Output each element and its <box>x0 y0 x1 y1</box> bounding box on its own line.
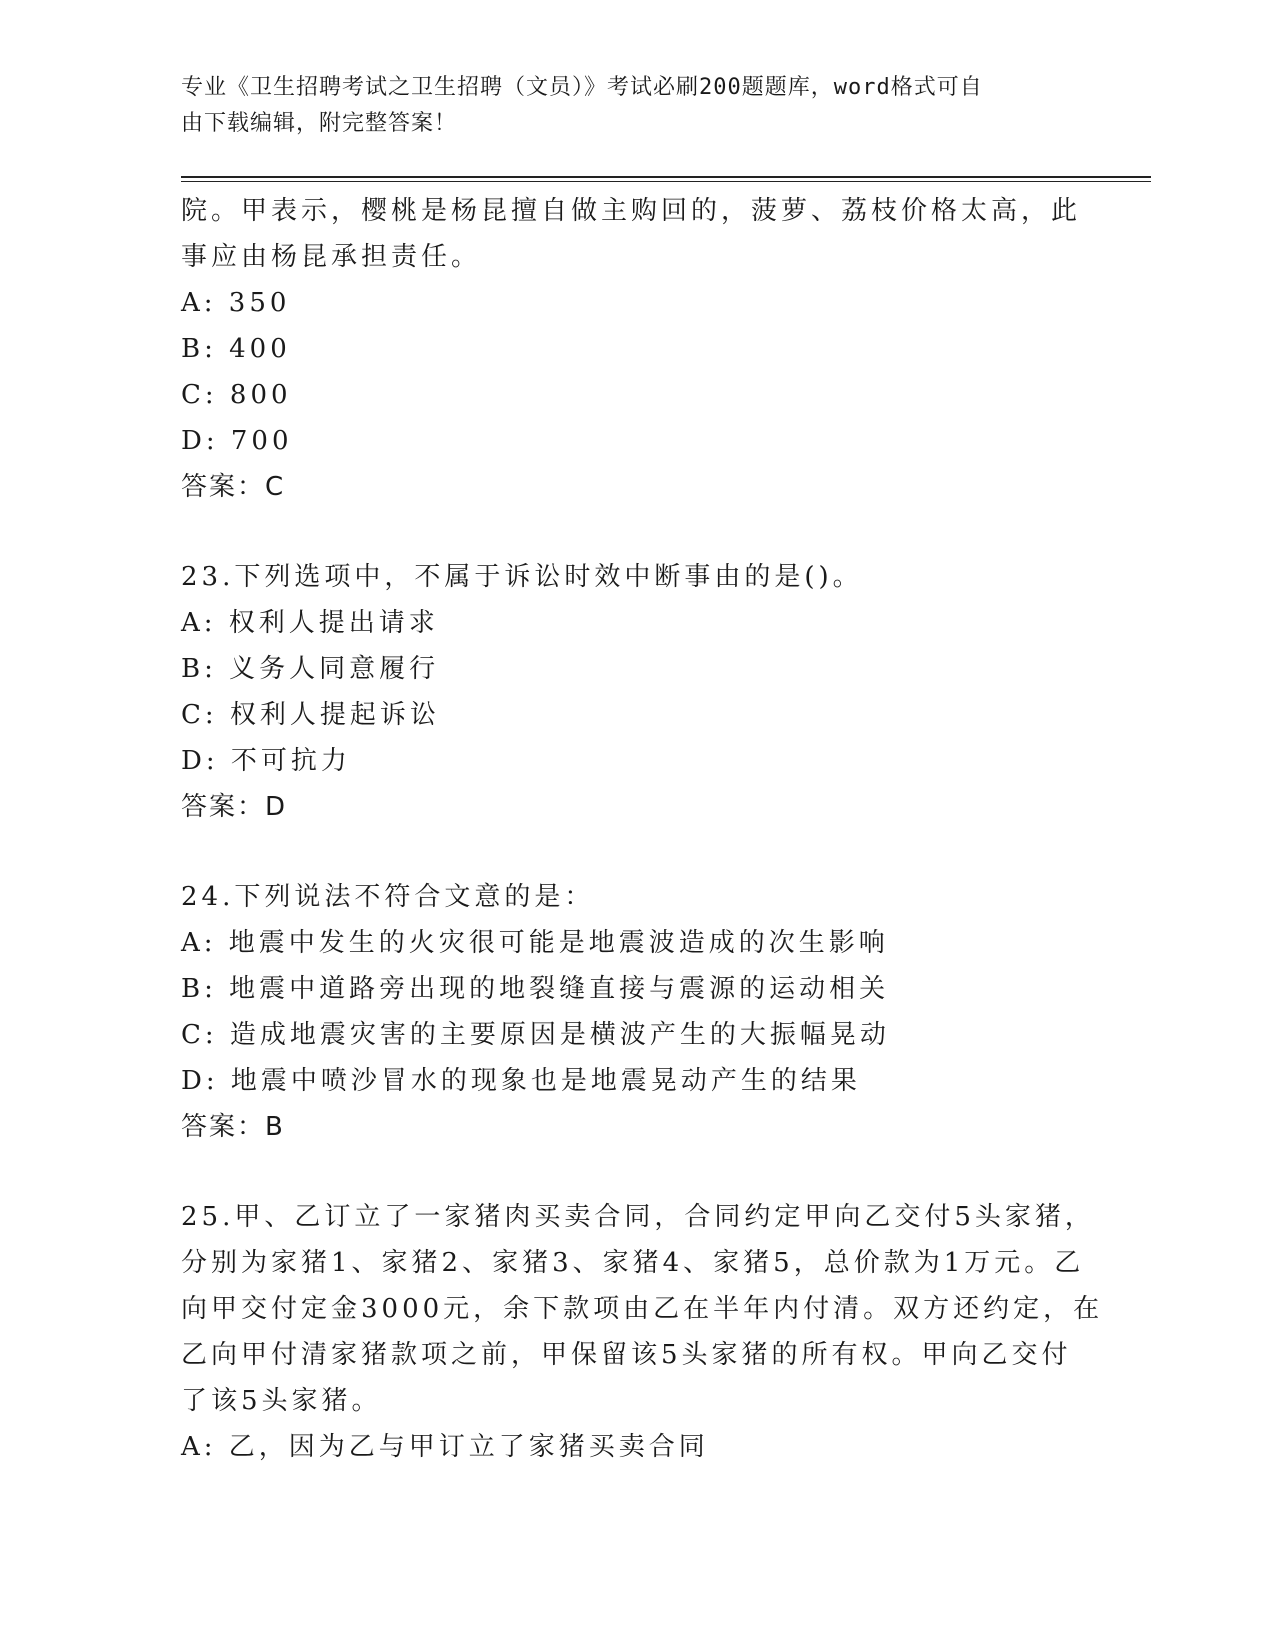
question-23 <box>181 554 1081 830</box>
option-a: A: 350 <box>181 288 291 318</box>
question-stem-line: 了该5头家猪。 <box>181 1386 382 1416</box>
question-stem-line: 25.甲、乙订立了一家猪肉买卖合同，合同约定甲向乙交付5头家猪， <box>181 1202 1095 1232</box>
option-d: D: 700 <box>181 426 293 456</box>
option-d: D: 不可抗力 <box>181 746 351 776</box>
header-divider-thick <box>181 176 1151 178</box>
question-stem-line: 分别为家猪1、家猪2、家猪3、家猪4、家猪5，总价款为1万元。乙 <box>181 1248 1085 1278</box>
option-a: A: 权利人提出请求 <box>181 608 439 638</box>
option-a: A: 地震中发生的火灾很可能是地震波造成的次生影响 <box>181 928 889 958</box>
option-c: C: 权利人提起诉讼 <box>181 700 440 730</box>
header-title-line-1: 专业《卫生招聘考试之卫生招聘（文员）》考试必刷200题题库，word格式可自 <box>181 75 983 100</box>
header-divider-thin <box>181 181 1151 182</box>
answer-label: 答案：B <box>181 1112 285 1142</box>
option-b: B: 地震中道路旁出现的地裂缝直接与震源的运动相关 <box>181 974 890 1004</box>
option-c: C: 800 <box>181 380 292 410</box>
option-b: B: 400 <box>181 334 291 364</box>
answer-label: 答案：C <box>181 472 286 502</box>
question-stem: 24.下列说法不符合文意的是： <box>181 882 595 912</box>
option-b: B: 义务人同意履行 <box>181 654 440 684</box>
question-stem: 23.下列选项中，不属于诉讼时效中断事由的是()。 <box>181 562 863 592</box>
question-22-continued <box>181 188 1081 510</box>
header-title-line-2: 由下载编辑，附完整答案！ <box>181 111 458 136</box>
option-a: A: 乙，因为乙与甲订立了家猪买卖合同 <box>181 1432 709 1462</box>
question-stem-line: 乙向甲付清家猪款项之前，甲保留该5头家猪的所有权。甲向乙交付 <box>181 1340 1072 1370</box>
option-d: D: 地震中喷沙冒水的现象也是地震晃动产生的结果 <box>181 1066 861 1096</box>
page-header <box>181 70 1081 142</box>
spacer <box>181 1150 1081 1194</box>
question-stem-line: 院。甲表示，樱桃是杨昆擅自做主购回的，菠萝、荔枝价格太高，此 <box>181 196 1082 226</box>
answer-label: 答案：D <box>181 792 288 822</box>
question-25 <box>181 1194 1104 1470</box>
question-stem-line: 向甲交付定金3000元，余下款项由乙在半年内付清。双方还约定，在 <box>181 1294 1104 1324</box>
option-c: C: 造成地震灾害的主要原因是横波产生的大振幅晃动 <box>181 1020 890 1050</box>
spacer <box>181 510 1081 554</box>
question-24 <box>181 874 1081 1150</box>
question-stem-line: 事应由杨昆承担责任。 <box>181 242 482 272</box>
spacer <box>181 830 1081 874</box>
document-body <box>181 188 1104 1470</box>
